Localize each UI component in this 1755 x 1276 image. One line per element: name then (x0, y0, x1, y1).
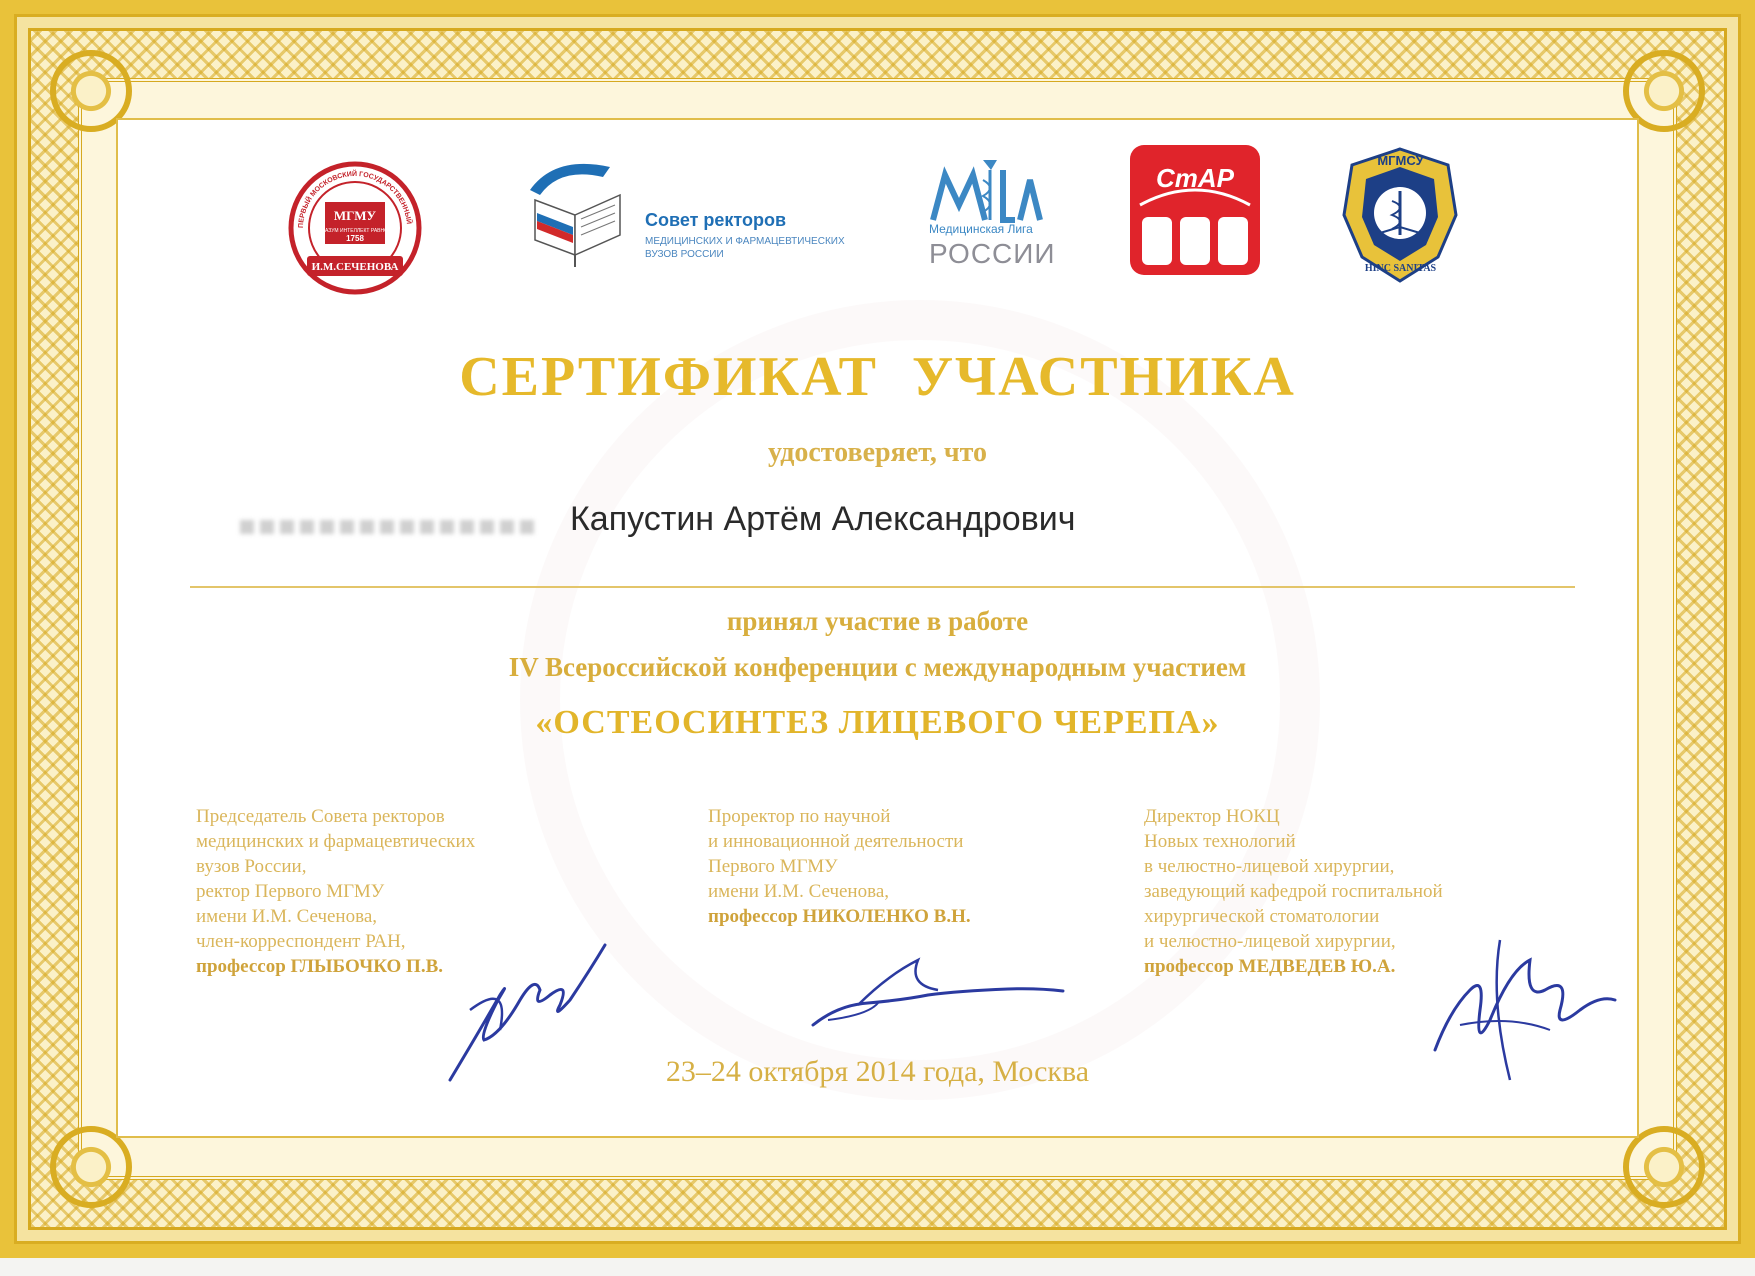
mgmu-year: 1758 (346, 234, 364, 243)
signatory-line: и челюстно-лицевой хирургии, (1144, 931, 1396, 952)
corner-ornament (50, 1126, 132, 1208)
mgmu-motto: РАЗУМ ИНТЕЛЛЕКТ РАВНО (322, 228, 388, 234)
signatory-line: Новых технологий (1144, 831, 1296, 852)
logo-row (0, 0, 1755, 300)
star-logo (1130, 145, 1260, 275)
signatory-line: в челюстно-лицевой хирургии, (1144, 856, 1395, 877)
sovet-title: Совет ректоров (645, 210, 787, 230)
corner-ornament (1623, 1126, 1705, 1208)
sovet-rektorov-logo (515, 155, 855, 270)
signatory-1 (196, 804, 475, 979)
mgmu-banner: И.М.СЕЧЕНОВА (311, 261, 399, 273)
signatory-line: имени И.М. Сеченова, (196, 906, 378, 927)
mgmu-logo (285, 160, 425, 300)
participation-text: принял участие в работе (726, 606, 1029, 636)
signature-2 (808, 955, 1068, 1035)
sovet-subtitle: МЕДИЦИНСКИХ И ФАРМАЦЕВТИЧЕСКИХ ВУЗОВ РОССИИ (645, 236, 845, 260)
liga-name: Медицинская Лига (929, 222, 1033, 236)
name-underline (190, 586, 1575, 588)
date-and-place: 23–24 октября 2014 года, Москва (665, 1055, 1090, 1088)
blurred-text (240, 520, 540, 534)
mgmsu-motto: HINC SANITAS (1364, 263, 1437, 274)
open-book-icon (515, 155, 640, 270)
signatory-3 (1144, 804, 1443, 979)
star-text: СтАР (1155, 163, 1234, 193)
recipient-name: Капустин Артём Александрович (570, 500, 1076, 538)
signatory-line: и инновационной деятельности (708, 831, 964, 852)
certificate-title: СЕРТИФИКАТ УЧАСТНИКА (459, 346, 1296, 408)
signatory-line: вузов России, (196, 856, 307, 877)
liga-country: РОССИИ (929, 238, 1056, 269)
signatory-line: Председатель Совета ректоров (196, 806, 445, 827)
signatory-line: хирургической стоматологии (1144, 906, 1380, 927)
signatory-name: профессор ГЛЫБОЧКО П.В. (196, 956, 444, 977)
mgmu-ring-text: ПЕРВЫЙ МОСКОВСКИЙ ГОСУДАРСТВЕННЫЙ (297, 170, 412, 229)
signatory-line: заведующий кафедрой госпитальной (1144, 881, 1443, 902)
signatory-line: член-корреспондент РАН, (196, 931, 406, 952)
signatory-line: Директор НОКЦ (1144, 806, 1280, 827)
recipient-row (190, 500, 1575, 550)
signatory-line: ректор Первого МГМУ (196, 881, 385, 902)
signatory-line: Проректор по научной (708, 806, 891, 827)
medical-league-logo (925, 150, 1055, 275)
conference-title: «ОСТЕОСИНТЕЗ ЛИЦЕВОГО ЧЕРЕПА» (535, 704, 1220, 741)
signatory-name: профессор НИКОЛЕНКО В.Н. (708, 906, 971, 927)
conference-name: IV Всероссийской конференции с международным участием (508, 652, 1247, 682)
bowl-of-hygieia-icon (925, 150, 1055, 225)
signatory-line: Первого МГМУ (708, 856, 838, 877)
certifies-text: удостоверяет, что (767, 437, 988, 468)
signatory-line: медицинских и фармацевтических (196, 831, 476, 852)
signatory-line: имени И.М. Сеченова, (708, 881, 890, 902)
mgmsu-logo (1338, 145, 1463, 285)
signatory-2 (708, 804, 971, 929)
mgmsu-top-label: МГМСУ (1377, 153, 1424, 168)
mgmu-letters: МГМУ (333, 208, 377, 223)
signatory-name: профессор МЕДВЕДЕВ Ю.А. (1144, 956, 1396, 977)
